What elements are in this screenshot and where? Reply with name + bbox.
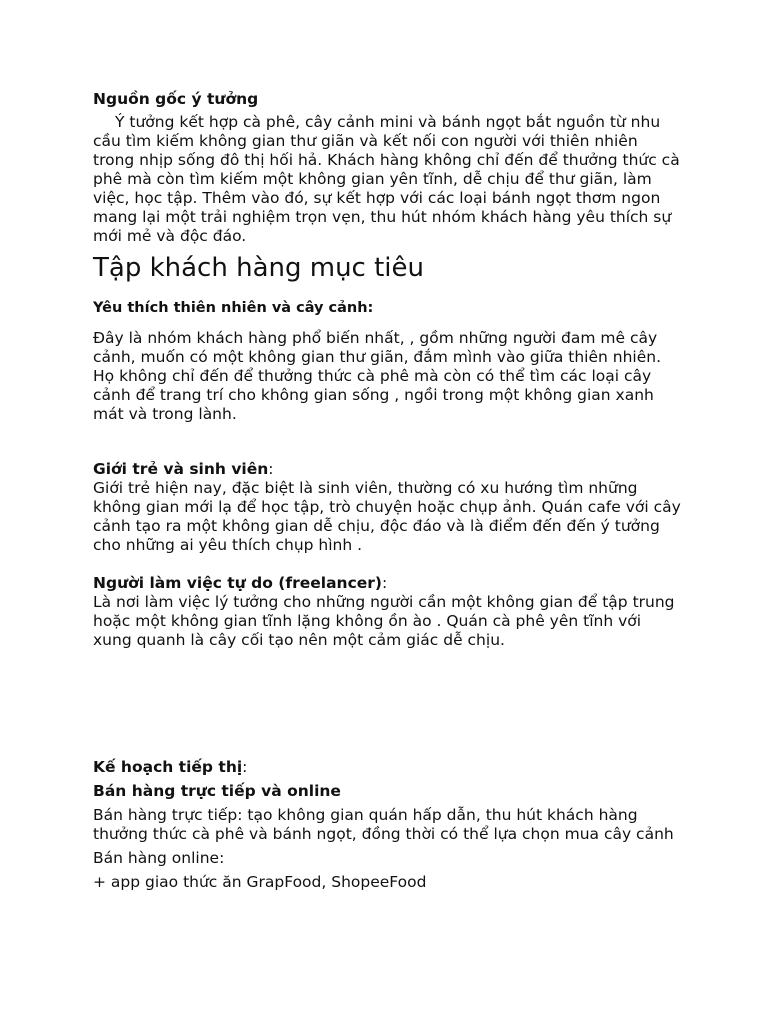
- freelancer-heading-colon: :: [382, 574, 388, 592]
- youth-heading-line: [93, 460, 683, 479]
- marketing-heading-colon: :: [242, 758, 248, 776]
- freelancer-heading-line: [93, 574, 683, 593]
- marketing-heading: Kế hoạch tiếp thị: [93, 758, 243, 776]
- document-page: [93, 90, 683, 892]
- freelancer-heading: Người làm việc tự do (freelancer): [93, 574, 383, 592]
- freelancer-paragraph: Là nơi làm việc lý tưởng cho những người cần một không gian để tập trung hoặc một không gian tĩnh lặng không ồn ào . Quán cà phê yên tĩnh với xung quanh là cây cối tạo nên một cảm giác dễ chịu.: [93, 593, 675, 649]
- sales-subheading: Bán hàng trực tiếp và online: [93, 782, 341, 800]
- origin-heading: Nguồn gốc ý tưởng: [93, 90, 259, 108]
- online-sales-label: Bán hàng online:: [93, 849, 225, 867]
- online-sales-item: + app giao thức ăn GrapFood, ShopeeFood: [93, 873, 427, 891]
- youth-paragraph: Giới trẻ hiện nay, đặc biệt là sinh viên, thường có xu hướng tìm những không gian mới lạ để học tập, trò chuyện hoặc chụp ảnh. Quán cafe với cây cảnh tạo ra một không gian dễ chịu, độc đáo và là điểm đến đến ý tưởng cho những ai yêu thích chụp hình .: [93, 479, 681, 554]
- nature-lovers-paragraph: Đây là nhóm khách hàng phổ biến nhất, , gồm những người đam mê cây cảnh, muốn có một không gian thư giãn, đắm mình vào giữa thiên nhiên. Họ không chỉ đến để thưởng thức cà phê mà còn có thể tìm các loại cây cảnh để trang trí cho không gian sống , ngồi trong một không gian xanh mát và trong lành.: [93, 329, 661, 423]
- youth-heading-colon: :: [268, 460, 274, 478]
- origin-paragraph: Ý tưởng kết hợp cà phê, cây cảnh mini và bánh ngọt bắt nguồn từ nhu cầu tìm kiếm không gian thư giãn và kết nối con người với thiên nhiên trong nhịp sống đô thị hối hả. Khách hàng không chỉ đến để thưởng thức cà phê mà còn tìm kiếm một không gian yên tĩnh, dễ chịu để thư giãn, làm việc, học tập. Thêm vào đó, sự kết hợp với các loại bánh ngọt thơm ngon mang lại một trải nghiệm trọn vẹn, thu hút nhóm khách hàng yêu thích sự mới mẻ và độc đáo.: [93, 113, 680, 245]
- youth-heading: Giới trẻ và sinh viên: [93, 460, 269, 478]
- target-customers-title: Tập khách hàng mục tiêu: [93, 253, 425, 283]
- marketing-heading-line: [93, 758, 683, 777]
- nature-lovers-heading: Yêu thích thiên nhiên và cây cảnh:: [93, 300, 374, 316]
- direct-sales-paragraph: Bán hàng trực tiếp: tạo không gian quán hấp dẫn, thu hút khách hàng thưởng thức cà phê và bánh ngọt, đồng thời có thể lựa chọn mua cây cảnh: [93, 806, 674, 843]
